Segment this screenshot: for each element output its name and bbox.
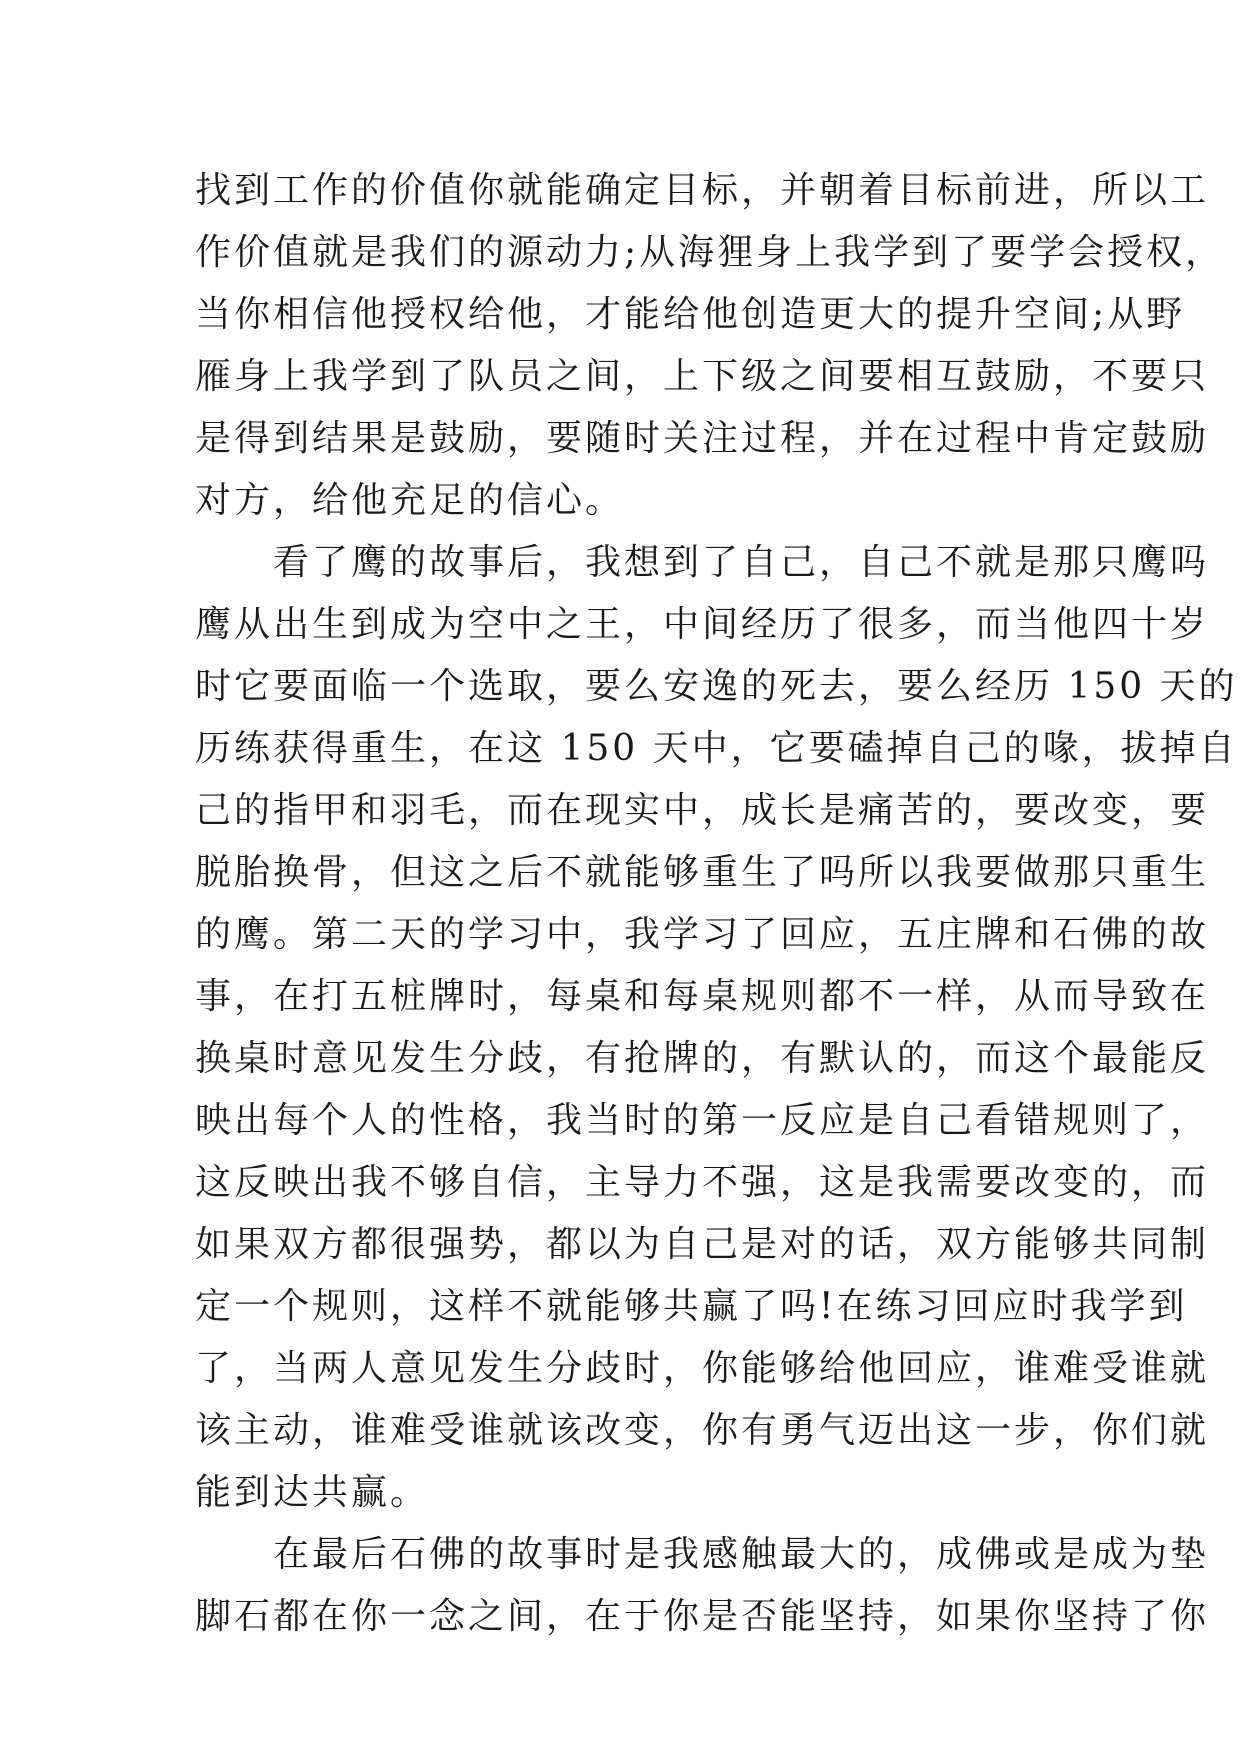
text-line: 作价值就是我们的源动力;从海狸身上我学到了要学会授权，: [195, 232, 1225, 273]
text-line: 当你相信他授权给他，才能给他创造更大的提升空间;从野: [195, 294, 1186, 335]
text-line: 这反映出我不够自信，主导力不强，这是我需要改变的，而: [195, 1162, 1210, 1203]
text-line: 雁身上我学到了队员之间，上下级之间要相互鼓励，不要只: [195, 356, 1210, 397]
text-line: 脚石都在你一念之间，在于你是否能坚持，如果你坚持了你: [195, 1596, 1210, 1637]
text-line: 换桌时意见发生分歧，有抢牌的，有默认的，而这个最能反: [195, 1038, 1210, 1079]
text-line: 该主动，谁难受谁就该改变，你有勇气迈出这一步，你们就: [195, 1410, 1210, 1451]
text-line: 历练获得重生，在这 150 天中，它要磕掉自己的喙，拔掉自: [195, 728, 1238, 769]
text-line: 定一个规则，这样不就能够共赢了吗!在练习回应时我学到: [195, 1286, 1188, 1327]
text-line: 的鹰。第二天的学习中，我学习了回应，五庄牌和石佛的故: [195, 914, 1210, 955]
text-line: 如果双方都很强势，都以为自己是对的话，双方能够共同制: [195, 1224, 1210, 1265]
body-text: [195, 160, 1238, 1648]
text-line: 鹰从出生到成为空中之王，中间经历了很多，而当他四十岁: [195, 604, 1210, 645]
text-line: 对方，给他充足的信心。: [195, 480, 625, 521]
text-line: 映出每个人的性格，我当时的第一反应是自己看错规则了，: [195, 1100, 1210, 1141]
text-line: 了，当两人意见发生分歧时，你能够给他回应，谁难受谁就: [195, 1348, 1210, 1389]
text-line: 是得到结果是鼓励，要随时关注过程，并在过程中肯定鼓励: [195, 418, 1210, 459]
text-line: 看了鹰的故事后，我想到了自己，自己不就是那只鹰吗: [195, 542, 1210, 583]
text-line: 时它要面临一个选取，要么安逸的死去，要么经历 150 天的: [195, 666, 1238, 707]
text-line: 找到工作的价值你就能确定目标，并朝着目标前进，所以工: [195, 170, 1210, 211]
text-line: 事，在打五桩牌时，每桌和每桌规则都不一样，从而导致在: [195, 976, 1210, 1017]
text-line: 己的指甲和羽毛，而在现实中，成长是痛苦的，要改变，要: [195, 790, 1210, 831]
text-line: 能到达共赢。: [195, 1472, 430, 1513]
text-line: 在最后石佛的故事时是我感触最大的，成佛或是成为垫: [195, 1534, 1210, 1575]
text-line: 脱胎换骨，但这之后不就能够重生了吗所以我要做那只重生: [195, 852, 1210, 893]
